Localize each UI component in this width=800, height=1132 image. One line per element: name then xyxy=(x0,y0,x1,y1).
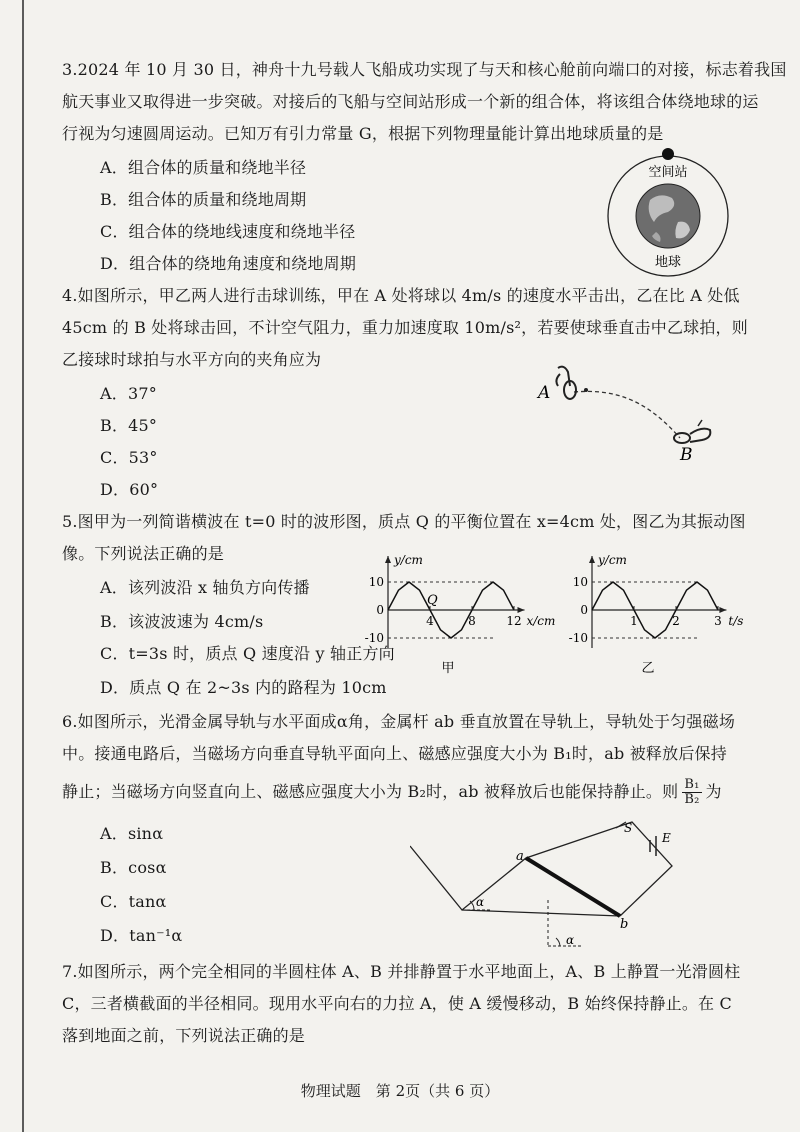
y-axis-label: y/cm xyxy=(598,553,627,567)
q5-option-b: B．该波波速为 4cm/s xyxy=(100,612,264,631)
q5-option-d: D．质点 Q 在 2~3s 内的路程为 10cm xyxy=(100,678,387,697)
b1-over-b2-fraction xyxy=(682,778,701,807)
player-a-racket-icon xyxy=(556,367,576,399)
ball xyxy=(584,388,588,392)
angle-arc-2 xyxy=(556,938,560,946)
fraction-denominator: B₂ xyxy=(684,792,700,807)
q4-stem-line-1: 4.如图所示，甲乙两人进行击球训练，甲在 A 处将球以 4m/s 的速度水平击出，乙在比 A 处低 xyxy=(62,286,740,305)
q7-stem-line-1: 7.如图所示，两个完全相同的半圆柱体 A、B 并排静置于水平地面上，A、B 上静置一光滑圆柱 xyxy=(62,962,741,981)
x-tick-label: 2 xyxy=(672,614,680,628)
label-a: A xyxy=(538,383,551,403)
q4-option-c: C．53° xyxy=(100,448,158,467)
q3-stem-line-1: 3.2024 年 10 月 30 日，神舟十九号载人飞船成功实现了与天和核心舱前向端口的对接，标志着我国 xyxy=(62,60,787,79)
q6-stem-line-2: 中。接通电路后，当磁场方向垂直导轨平面向上、磁感应强度大小为 B₁时，ab 被释放后保持 xyxy=(62,744,727,763)
x-tick-label: 12 xyxy=(506,614,522,628)
q5-stem-line-2: 像。下列说法正确的是 xyxy=(62,544,225,563)
page-footer: 物理试题 第 2页（共 6 页） xyxy=(300,1082,500,1100)
x-axis-label: t/s xyxy=(728,614,744,628)
label-alpha-2: α xyxy=(566,933,575,947)
y-tick-label: 0 xyxy=(376,603,384,617)
q5-option-c: C．t=3s 时，质点 Q 速度沿 y 轴正方向 xyxy=(100,644,395,663)
y-tick-label: 10 xyxy=(368,575,384,589)
q6-option-a: A．sinα xyxy=(100,824,164,843)
rod-ab xyxy=(526,858,620,916)
wave-chart-yi xyxy=(566,548,756,678)
fraction-numerator: B₁ xyxy=(684,777,700,792)
q5-stem-line-1: 5.图甲为一列简谐横波在 t=0 时的波形图，质点 Q 的平衡位置在 x=4cm 处，图乙为其振动图 xyxy=(62,512,746,531)
q6-stem-line-3-text: 静止；当磁场方向竖直向上、磁感应强度大小为 B₂时，ab 被释放后也能保持静止。则 xyxy=(62,782,679,801)
q3-option-d: D．组合体的绕地角速度和绕地周期 xyxy=(100,254,357,273)
label-alpha: α xyxy=(476,895,485,909)
q6-rail-figure xyxy=(410,818,680,953)
space-station-dot xyxy=(662,148,674,160)
y-axis-arrow xyxy=(385,556,391,563)
y-tick-label: 10 xyxy=(572,575,588,589)
label-b: B xyxy=(680,445,693,464)
y-tick-label: -10 xyxy=(568,631,588,645)
y-axis-label: y/cm xyxy=(394,553,423,567)
q6-stem-line-1: 6.如图所示，光滑金属导轨与水平面成α角，金属杆 ab 垂直放置在导轨上，导轨处于匀强磁场 xyxy=(62,712,736,731)
point-q-label: Q xyxy=(427,593,438,608)
q4-stem-line-3: 乙接球时球拍与水平方向的夹角应为 xyxy=(62,350,322,369)
q6-option-b: B．cosα xyxy=(100,858,167,877)
q6-stem-line-3 xyxy=(62,778,722,807)
earth-globe xyxy=(636,184,700,248)
q4-option-b: B．45° xyxy=(100,416,158,435)
x-tick-label: 8 xyxy=(468,614,476,628)
y-tick-label: -10 xyxy=(364,631,384,645)
q4-tennis-figure xyxy=(530,354,730,464)
q3-orbit-figure xyxy=(598,144,738,284)
station-label: 空间站 xyxy=(648,165,688,180)
q3-option-b: B．组合体的质量和绕地周期 xyxy=(100,190,307,209)
q3-stem-line-3: 行视为匀速圆周运动。已知万有引力常量 G，根据下列物理量能计算出地球质量的是 xyxy=(62,124,664,143)
label-a: a xyxy=(516,849,524,864)
q3-stem-line-2: 航天事业又取得进一步突破。对接后的飞船与空间站形成一个新的组合体，将该组合体绕地球的运 xyxy=(62,92,759,111)
q7-stem-line-2: C，三者横截面的半径相同。现用水平向右的力拉 A，使 A 缓慢移动，B 始终保持静止。在 C xyxy=(62,994,732,1013)
q4-option-d: D．60° xyxy=(100,480,159,499)
label-b: b xyxy=(620,917,629,932)
x-axis-label: x/cm xyxy=(526,614,556,628)
earth-label: 地球 xyxy=(654,255,682,270)
q6-option-c: C．tanα xyxy=(100,892,167,911)
x-tick-label: 1 xyxy=(630,614,638,628)
q6-option-d: D．tan⁻¹α xyxy=(100,926,183,945)
label-switch: S xyxy=(624,821,633,835)
q7-stem-line-3: 落到地面之前，下列说法正确的是 xyxy=(62,1026,306,1045)
ball-trajectory xyxy=(574,391,680,438)
y-axis-arrow xyxy=(589,556,595,563)
x-tick-label: 4 xyxy=(426,614,434,628)
fraction-suffix: 为 xyxy=(705,782,722,801)
q3-option-a: A．组合体的质量和绕地半径 xyxy=(100,158,307,177)
chart-caption: 甲 xyxy=(441,661,455,676)
x-tick-label: 3 xyxy=(714,614,722,628)
binding-margin-line xyxy=(22,0,24,1132)
q3-option-c: C．组合体的绕地线速度和绕地半径 xyxy=(100,222,356,241)
x-axis-arrow xyxy=(518,607,525,613)
q5-option-a: A．该列波沿 x 轴负方向传播 xyxy=(100,578,310,597)
q4-stem-line-2: 45cm 的 B 处将球击回，不计空气阻力，重力加速度取 10m/s²，若要使球垂直击中乙球拍，则 xyxy=(62,318,748,337)
label-battery: E xyxy=(662,831,671,845)
player-b-racket-icon xyxy=(674,420,710,443)
q4-option-a: A．37° xyxy=(100,384,157,403)
x-axis-arrow xyxy=(719,607,726,613)
y-tick-label: 0 xyxy=(580,603,588,617)
chart-caption: 乙 xyxy=(641,661,655,676)
lower-edge xyxy=(462,910,620,916)
wave-chart-jia xyxy=(362,548,562,678)
